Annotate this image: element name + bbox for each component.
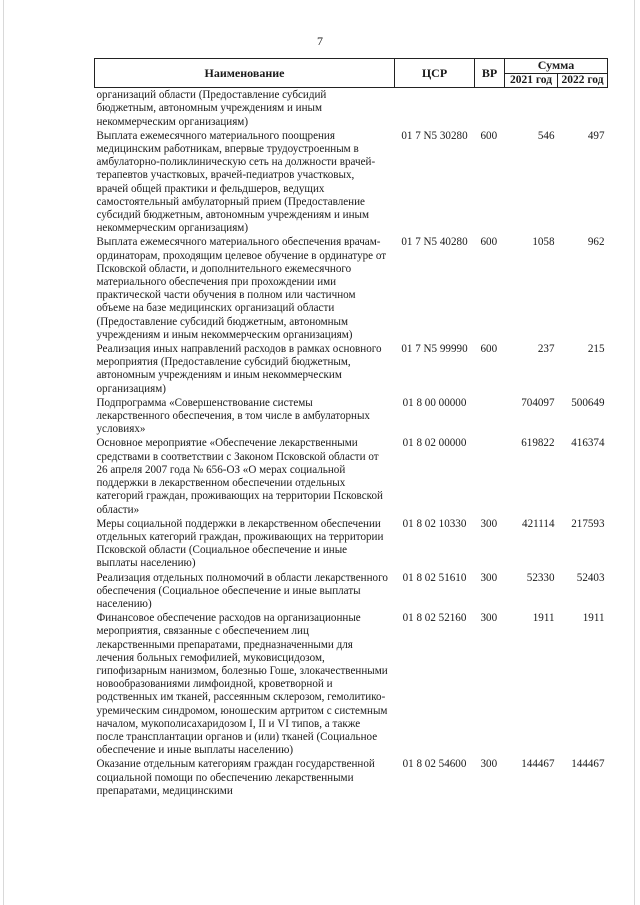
row-vr: 300	[480, 517, 498, 530]
table-row	[95, 571, 608, 612]
row-name: Подпрограмма «Совершенствование системы лекарственного обеспечения, в том числе в амбулаторных условиях»	[96, 396, 370, 436]
left-scan-edge	[3, 0, 4, 905]
row-csr: 01 8 02 52160	[402, 612, 467, 625]
row-vr: 300	[480, 571, 498, 584]
row-2022: 1911	[582, 612, 605, 625]
row-2022: 217593	[571, 517, 605, 530]
row-csr: 01 8 02 00000	[402, 437, 467, 450]
row-2022: 497	[587, 129, 605, 142]
row-vr	[475, 88, 505, 129]
row-name: Оказание отдельным категориям граждан государственной социальной помощи по обеспечению лекарственными препаратами, медицинскими	[96, 758, 375, 797]
header-year-2022: 2022 год	[558, 74, 608, 88]
table-row	[95, 235, 608, 342]
row-csr: 01 7 N5 40280	[401, 236, 468, 249]
row-name: Меры социальной поддержки в лекарственном обеспечении отдельных категорий граждан, проживающих на территории Псковской области (Социальное обеспечение и иные выплаты населению)	[96, 517, 384, 570]
row-2022: 500649	[571, 396, 605, 409]
row-2022	[558, 88, 608, 129]
right-scan-edge	[634, 0, 635, 905]
row-name: Выплата ежемесячного материального обеспечения врачам-ординаторам, проходящим целевое обучение в ординатуре от Псковской области, и дополнительного ежемесячного материального обеспечения при прохождении ими практической части обучения в полном или частичном объеме на базе медицинских организаций области (Предоставление субсидий бюджетным, автономным учреждениям и иным некоммерческим организациям)	[96, 236, 387, 341]
row-2022: 144467	[571, 758, 605, 771]
table-row	[95, 436, 608, 516]
table-row	[95, 517, 608, 571]
row-2021: 619822	[521, 437, 555, 450]
header-vr: ВР	[475, 59, 505, 88]
row-csr: 01 8 00 00000	[402, 396, 467, 409]
row-name: Основное мероприятие «Обеспечение лекарственными средствами в соответствии с Законом Псковской области от 26 апреля 2007 года № 656-ОЗ «О мерах социальной поддержки в лекарственном обеспечении отдельных категорий граждан, проживающих на территории Псковской области»	[96, 437, 383, 516]
row-csr: 01 7 N5 99990	[401, 343, 468, 356]
row-name: организаций области (Предоставление субсидий бюджетным, автономным учреждениям и иным некоммерческим организациям)	[96, 89, 327, 128]
row-2021: 1058	[532, 236, 555, 249]
header-sum: Сумма	[505, 59, 608, 74]
table-row	[95, 129, 608, 236]
table-row	[95, 88, 608, 129]
row-csr: 01 8 02 54600	[402, 758, 467, 771]
row-2021: 704097	[521, 396, 555, 409]
header-name: Наименование	[95, 59, 395, 88]
row-name: Выплата ежемесячного материального поощрения медицинским работникам, впервые трудоустроенным в амбулаторно-поликлиническую сеть на должности врачей-терапевтов участковых, врачей-педиатров участковых, врачей общей практики и фельдшеров, ведущих самостоятельный амбулаторный прием (Предоставление субсидий бюджетным, автономным учреждениям и иным некоммерческим организациям)	[96, 129, 376, 235]
row-name: Реализация отдельных полномочий в области лекарственного обеспечения (Социальное обеспечение и иные выплаты населению)	[96, 571, 388, 610]
row-2021: 421114	[522, 517, 555, 530]
row-vr: 600	[480, 236, 498, 249]
row-csr: 01 8 02 10330	[402, 517, 467, 530]
row-2022: 215	[587, 343, 605, 356]
row-2021: 144467	[521, 758, 555, 771]
row-2021: 237	[537, 343, 555, 356]
table-row	[95, 757, 608, 798]
row-csr: 01 8 02 51610	[402, 571, 467, 584]
row-2022: 416374	[571, 437, 605, 450]
table-row	[95, 396, 608, 437]
page-number: 7	[317, 34, 323, 48]
row-2022: 52403	[576, 571, 605, 584]
budget-table	[94, 58, 608, 798]
table-row	[95, 342, 608, 396]
row-2021: 52330	[526, 571, 555, 584]
row-vr: 300	[480, 612, 498, 625]
row-name: Реализация иных направлений расходов в рамках основного мероприятия (Предоставление субсидий бюджетным, автономным учреждениям и иным некоммерческим организациям)	[96, 343, 382, 395]
row-vr: 300	[480, 758, 498, 771]
row-vr	[475, 396, 505, 437]
row-name: Финансовое обеспечение расходов на организационные мероприятия, связанные с обеспечением лиц лекарственными препаратами, предназначенными для лечения больных гемофилией, муковисцидозом, гипофизарным нанизмом, болезнью Гоше, злокачественными новообразованиями лимфоидной, кроветворной и родственных им тканей, рассеянным склерозом, гемолитико-уремическим синдромом, юношеским артритом с системным началом, мукополисахаридозом I, II и VI типов, а также после трансплантации органов и (или) тканей (Социальное обеспечение и иные выплаты населению)	[96, 612, 388, 757]
table-row	[95, 611, 608, 757]
row-vr	[475, 436, 505, 516]
header-csr: ЦСР	[395, 59, 475, 88]
row-vr: 600	[480, 129, 498, 142]
row-csr	[395, 88, 475, 129]
row-2021: 1911	[532, 612, 555, 625]
row-2021: 546	[537, 129, 555, 142]
header-year-2021: 2021 год	[505, 74, 558, 88]
row-vr: 600	[480, 343, 498, 356]
row-2022: 962	[587, 236, 605, 249]
row-csr: 01 7 N5 30280	[401, 129, 468, 142]
row-2021	[505, 88, 558, 129]
